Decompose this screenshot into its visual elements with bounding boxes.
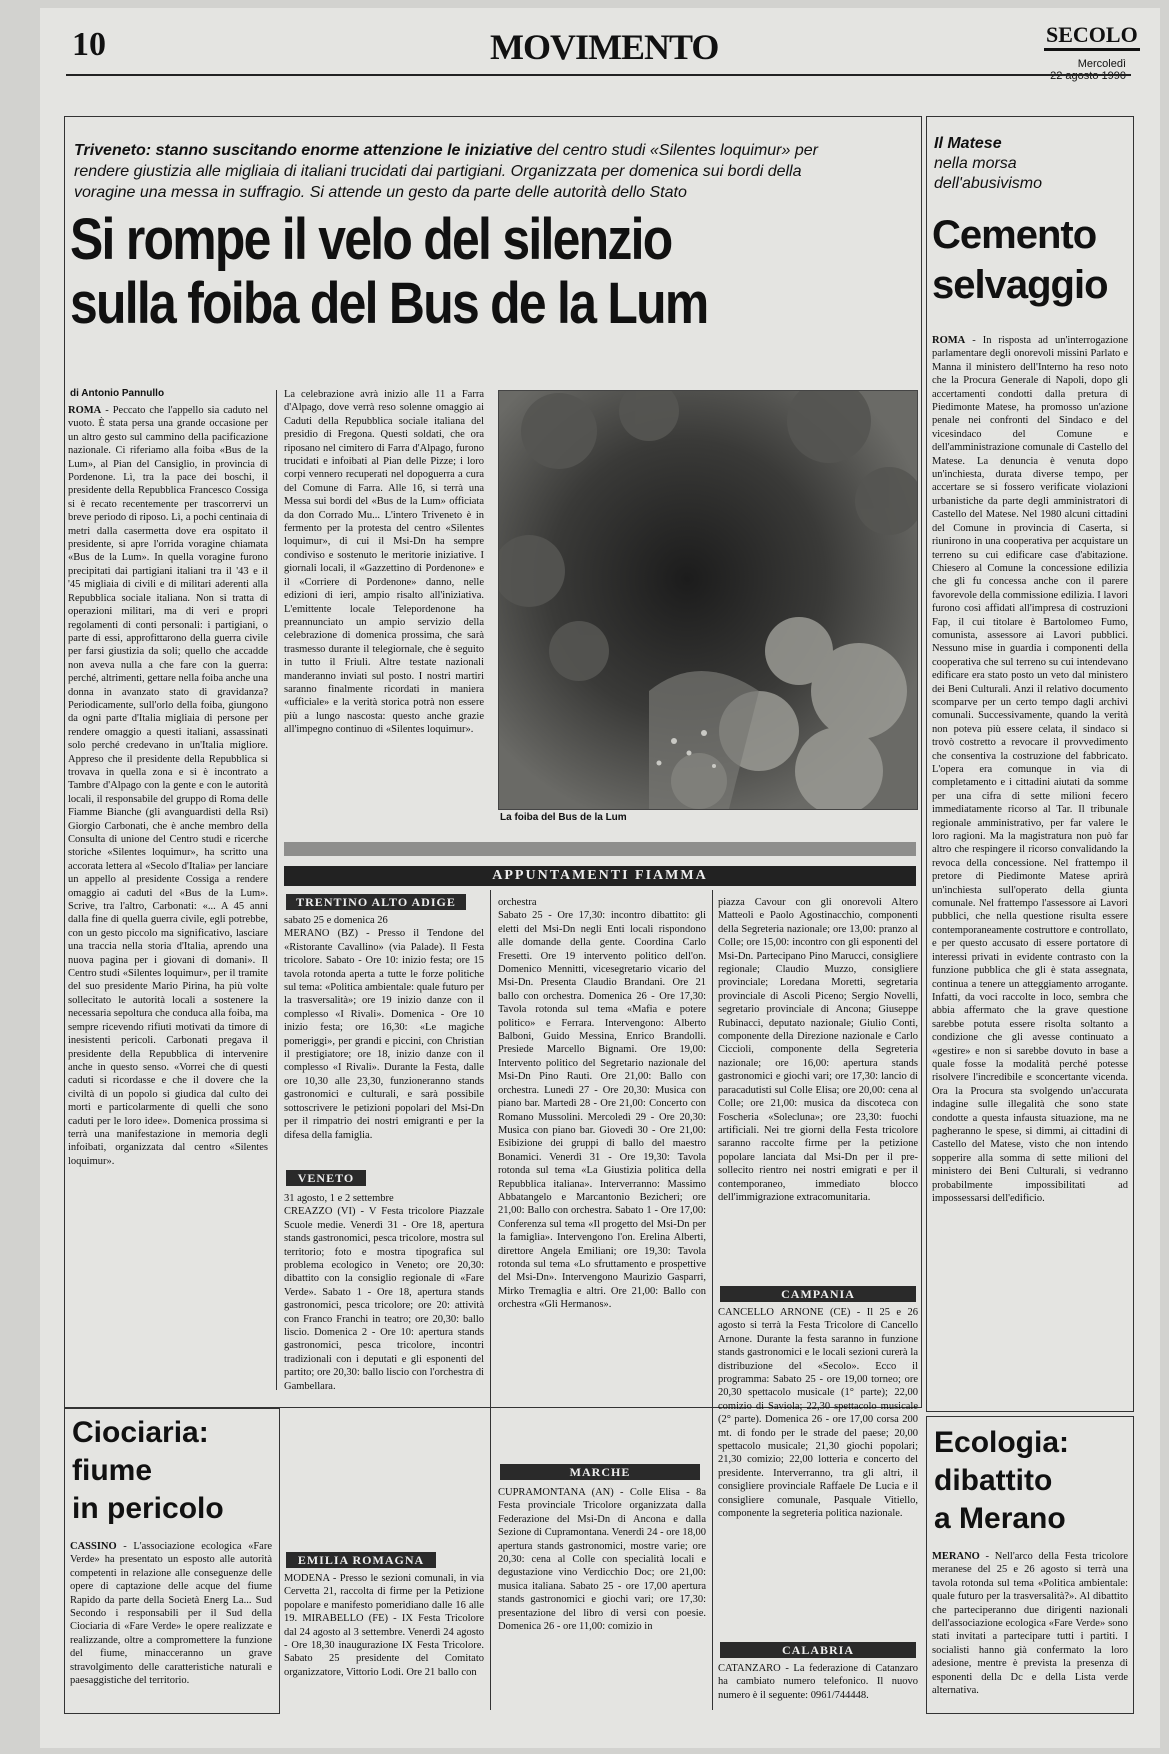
region-marche: MARCHE — [500, 1464, 700, 1480]
appointments-column-3: piazza Cavour con gli onorevoli Altero Matteoli e Paolo Agostinacchio, componenti della Segreteria nazionale; ore 13,00: pranzo al Colle; ore 15,00: incontro con gli esponenti del Msi-Dn. Partecipano Pino Marucci, consigliere regionale; Claudio Muzzo, consigliere provinciale; Loredana Moretti, segretaria provinciale di Ascoli Piceno; Sergio Novelli, segretario provinciale di Ancona; Giuseppe Rubinacci, deputato nazionale; Giulio Conti, componente della Direzione nazionale e Carlo Ciccioli, componente della Segreteria nazionale; ore 16,00: apertura stands gastronomici e giochi vari; ore 17,30: lancio di paracadutisti sul Colle Elisa; ore 20,00: cena al Colle; ore 21,00: musica da discoteca con Foscheria «Solecluna»; ore 23,30: fuochi artificiali. Nei tre giorni della Festa tricolore saranno raccolte firme per la petizione popolare lanciata dal Msi-Dn per il pre-sollecito rientro nei nostri emigrati e per il contemporaneo, immediato blocco dell'immigrazione extracomunitaria. — [718, 897, 918, 1203]
dateline: CASSINO — [70, 1541, 117, 1552]
dateline: ROMA — [68, 405, 102, 416]
region-calabria: CALABRIA — [720, 1642, 916, 1658]
top-rule — [66, 74, 1131, 76]
ecologia-headline-2: dibattito — [934, 1464, 1053, 1497]
photo-image — [499, 391, 917, 809]
date: 22 agosto 1990 — [1050, 70, 1126, 82]
sidebar-headline-1: Cemento — [932, 213, 1097, 257]
byline: di Antonio Pannullo — [70, 388, 165, 399]
photo-caption: La foiba del Bus de la Lum — [500, 812, 627, 823]
ecologia-text — [932, 1550, 1128, 1708]
sidebar-kicker-3: dell'abusivismo — [934, 175, 1042, 192]
sidebar-kicker-2: nella morsa — [934, 155, 1017, 172]
column-rule — [276, 390, 277, 1390]
kicker-text: del centro studi «Silentes loquimur» per rendere giustizia alle migliaia di italiani trucidati dai partigiani. Organizzata per domenica sui bordi della voragine una messa in suffragio. Si attende un gesto da parte delle autorità dello Stato — [74, 142, 818, 201]
article-headline — [70, 208, 758, 336]
sidebar-kicker — [934, 134, 1124, 194]
article-column-2 — [284, 388, 484, 828]
appointments-column-1: sabato 25 e domenica 26 MERANO (BZ) - Presso il Tendone del «Ristorante Cavallino» (via Palade). Il Festa tricolore. Sabato - Ore 10: inizio festa; ore 15 tavola rotonda aperta a tutte le forze politiche sul tema: «Politica ambientale: quale futuro per la trasversalità»; ore 19 inizio danze con il complesso «I Rivali». Domenica - Ore 10 inizio festa; ore 16,30: «Le magiche pomeriggi», per grandi e piccini, con Christian il prestigiatore; ore 18, inizio danze con il complesso «I Rivali». Durante la Festa, dalle ore 10,30 alle 23,30, funzioneranno stands gastronomici e culturali, e sarà possibile sottoscrivere le petizioni popolari del Msi-Dn per il rimpatrio dei nostri emigranti e per la difesa della famiglia. — [284, 915, 484, 1141]
appointments-column-3c: CATANZARO - La federazione di Catanzaro ha cambiato numero telefonico. Il nuovo numero è il seguente: 0961/744448. — [718, 1663, 918, 1701]
appointments-column-1c: MODENA - Presso le sezioni comunali, in via Cervetta 21, raccolta di firme per la Petizione popolare e manifesto pomeridiano dalle 16 alle 19. MIRABELLO (FE) - IX Festa Tricolore dal 24 agosto al 3 settembre. Venerdì 24 agosto - Ore 18,30 inaugurazione IX Festa Tricolore. Sabato 25 presidente del Comitato organizzatore, Vittorio Lodi. Ore 21 ballo con — [284, 1573, 484, 1678]
appointments-column-1b: 31 agosto, 1 e 2 settembre CREAZZO (VI) - V Festa tricolore Piazzale Scuole medie. Venerdì 31 - Ore 18, apertura stands gastronomici, pesca tricolore, mostra sul territorio; foto e mostra tipografica sul problema ecologico in Veneto; ore 20,30: dibattito con la consiglio regionale di «Fare Verde». Sabato 1 - Ore 18, apertura stands gastronomici, pesca tricolore; ore 20: attività con Franco Franchi in teatro; ore 20,30: ballo liscio. Domenica 2 - Ore 10: apertura stands gastronomici, pesca tricolore, incontri tradizionali con i deputati e gli esponenti del partito; ore 20,30: ballo liscio con l'orchestra di Gambellara. — [284, 1193, 484, 1392]
sidebar-kicker-1: Il Matese — [934, 135, 1002, 152]
dateline: ROMA — [932, 335, 966, 346]
grey-divider-bar — [284, 842, 916, 856]
ciociaria-body: - L'associazione ecologica «Fare Verde» ha presentato un esposto alle autorità competenti in relazione alle conseguenze delle opere di captazione delle acque del fiume Rapido da parte della Società Energ La... Sud Secondo i responsabili per il Sud della Ciociaria di «Fare Verde» le opere realizzate e realizzande, oltre a compromettere la funzione del fiume, minacceranno un grave stravolgimento delle caratteristiche naturali e paesaggistiche del territorio. — [70, 1541, 272, 1687]
column-rule — [490, 890, 491, 1710]
appointments-column-2: orchestra Sabato 25 - Ore 17,30: incontro dibattito: gli eletti del Msi-Dn negli Enti locali rispondono alle domande della gente. Coordina Carlo Fresetti. Ore 19 intervento politico dell'on. Domenico Mennitti, vicesegretario vicario del Msi-Dn. Presenta Claudio Brandani. Ore 21 ballo con orchestra. Domenica 26 - Ore 17,30: Tavola rotonda sul tema «Mafia e potere politico» e Ferrara. Intervengono: Alberto Balboni, Guido Messina, Enrico Brandolli. Presiede Marcello Bignami. Ore 19,00: Intervento politico del Segretario nazionale del Msi-Dn Pino Rauti. Ore 21,00: Ballo con orchestra. Lunedì 27 - Ore 20,30: Musica con piano bar. Martedì 28 - Ore 21,00: Concerto con Romano Mussolini. Mercoledì 29 - Ore 20,30: Musica con piano bar. Giovedì 30 - Ore 21,00: Esibizione dei gruppi di ballo del maestro Bonamici. Venerdì 31 - Ore 19,30: Tavola rotonda sul tema «La Giustizia politica della Repubblica italiana». Interverranno: Massimo Abbatangelo e Marcantonio Bezicheri; ore 21,00: Ballo con orchestra. Sabato 1 - Ore 17,00: Conferenza sul tema «Il progetto del Msi-Dn per la famiglia». Intervengono l'on. Erelina Alberti, direttore Angela Emiliani; ore 19,30: Tavola rotonda sul tema «Lo sfruttamento e prospettive del Msi-Dn». Intervengono Maurizio Gasparri, Mirko Tremaglia e altri. Ore 21,00: Ballo con orchestra «Gli Hermanos». — [498, 897, 706, 1311]
page-number: 10 — [72, 26, 106, 63]
ecologia-headline-3: a Merano — [934, 1502, 1066, 1535]
ecologia-body: - Nell'arco della Festa tricolore meranese del 25 e 26 agosto si terrà una tavola rotonda sul tema «Politica ambientale: quale futuro per la trasversalità?». Al dibattito che parteciperanno due dirigenti nazionali dell'associazione ecologica «Fare Verde» sono stati invitati a partecipare tutti i partiti. I socialisti hanno già confermato la loro adesione, mentre è prevista la presenza di esponenti della Dc e della Lista verde alternativa. — [932, 1551, 1128, 1697]
sidebar-headline — [932, 210, 1122, 310]
ecologia-headline — [934, 1424, 1124, 1538]
dateline: MERANO — [932, 1551, 980, 1562]
appointments-title: APPUNTAMENTI FIAMMA — [284, 866, 916, 886]
ciociaria-headline-1: Ciociaria: — [72, 1416, 209, 1449]
section-title: MOVIMENTO — [490, 27, 719, 67]
weekday: Mercoledì — [1077, 58, 1126, 70]
foiba-photo — [498, 390, 918, 810]
article-kicker — [74, 140, 844, 203]
appointments-column-2b: CUPRAMONTANA (AN) - Colle Elisa - 8a Festa provinciale Tricolore organizzata dalla Federazione del Msi-Dn di Ancona e dalla Sezione di Cupramontana. Venerdì 24 - ore 18,00 apertura stands gastronomici, mostre varie; ore 20,30: cena al Colle con specialità locali e degustazione vino Verdicchio Doc; ore 21,00: musica italiana. Sabato 25 - ore 17,00 apertura stands gastronomici e giochi vari; ore 17,30: presentazione del libro di versi con poesie. Domenica 26 - ore 11,00: comizio in — [498, 1487, 706, 1633]
ciociaria-text — [70, 1540, 272, 1708]
sidebar-text — [932, 334, 1128, 1404]
ciociaria-headline-3: in pericolo — [72, 1492, 224, 1525]
headline-line-1: Si rompe il velo del silenzio — [70, 207, 672, 272]
region-trentino: TRENTINO ALTO ADIGE — [286, 894, 466, 910]
column-rule — [712, 890, 713, 1710]
sidebar-body: - In risposta ad un'interrogazione parlamentare degli onorevoli missini Parlato e Manna il ministero dell'Interno ha reso noto che la Procura Generale di Napoli, dopo gli accertamenti condotti dalla pretura di Piedimonte Matese, ha promosso un'azione penale nei confronti del Sindaco e del vicesindaco del Comune e dell'amministrazione comunale di Castello del Matese. La denuncia è venuta dopo un'inchiesta, durata diverse tempo, per accertare se si fossero verificate violazioni urbanistiche da parte degli amministratori di Castello del Matese. Nel 1980 alcuni cittadini del Comune in provincia di Caserta, si riunirono in una cooperativa per acquistare un terreno su cui edificare case d'abitazione. Chiesero al Comune la concessione edilizia che gli fu concessa anche con il parere favorevole della commissione edilizia. I lavori furono così affidati all'impresa di costruzioni Fap, il cui titolare è Bartolomeo Fumo, comunista, assessore ai Lavori pubblici. Nessuno mise in guardia i componenti della cooperativa che sul terreno su cui intendevano edificare era stato posto un veto dal ministero dei Beni Culturali. Anzi il relativo documento scomparve per un certo tempo dagli archivi comunali. Successivamente, quando la verità non poteva più essere celata, il sindaco si trovò costretto a revocare il provvedimento che consentiva la costruzione del fabbricato. L'opera era comunque in via di completamento e i cittadini aiutati da somme per una cifra di sette milioni fecero immediatamente ricorso al Tar. Il tribunale regionale amministrativo, per far valere le loro ragioni. Ma la magistratura non può far altro che respingere il ricorso convalidando la revoca della concessione. Nel frattempo il pretore di Piedimonte Matese aprirà un'inchiesta sull'operato della giunta comunale. Nel frattempo l'assessore ai Lavori pubblici, che nella questione risulta essere contemporaneamente costruttore e controllato, e per questo accusato di essere portatore di interessi privati in evidente contrasto con la funzione pubblica che gli è stata assegnata, continua a tenere un atteggiamento arrogante. Infatti, da voci raccolte in loco, sembra che abbia affermato che la grave questione sarebbe potuta essere risolta soltanto a condizione che gli avesse continuato a «gestire» e non si sarebbe dovuto in base a quale fosse la modalità perché potesse risolvere l'incredibile e sconcertante vicenda. Ora la Procura sta svolgendo un'accurata indagine sulle illegalità che sono state condotte a questa infausta situazione, ma ne pagheranno le spese, si dimmi, ai cittadini di Castello del Matese, visto che non intendo sopperire alla somma di sette milioni del ministero dei Beni Culturali, si vedranno probabilmente impossibilitati ad impossessarsi dell'edificio. — [932, 335, 1128, 1204]
ciociaria-headline-2: fiume — [72, 1454, 153, 1487]
issue-date — [1046, 58, 1126, 82]
ciociaria-headline — [72, 1414, 272, 1528]
headline-line-2: sulla foiba del Bus de la Lum — [70, 271, 708, 336]
kicker-bold: Triveneto: stanno suscitando enorme attenzione le iniziative — [74, 142, 533, 159]
ecologia-headline-1: Ecologia: — [934, 1426, 1070, 1459]
region-campania: CAMPANIA — [720, 1286, 916, 1302]
newspaper-logo: SECOLO — [1044, 22, 1140, 51]
article-text-1: - Peccato che l'appello sia caduto nel vuoto. È stata persa una grande occasione per un altro gesto sul cammino della pacificazione nazionale. Ci riferiamo alla foiba «Bus de la Lum», al Pian del Cansiglio, in provincia di Pordenone. Lì, tra la pace dei boschi, il presidente della Repubblica Francesco Cossiga si è recato recentemente per trascorrervi un breve periodo di riposo. Lì, a pochi centinaia di metri dalla casermetta dove era ospitato il presidente, si apre l'orrida voragine chiamata «Bus de la Lum». In quella voragine furono precipitati dai partigiani italiani tra il '43 e il '45 migliaia di civili e di militari aderenti alla Repubblica sociale italiana. Non si tratta di operazioni militari, ma di veri e propri regolamenti di conti personali: i partigiani, o parte di essi, approfittarono della guerra civile per farsi giustizia da soli; quello che accadde non aveva nulla a che fare con la guerra: perché, altrimenti, gettare nella foiba anche una donna in avanzato stato di gravidanza? Periodicamente, sull'orlo della foiba, giungono da ogni parte d'Italia migliaia di persone per rendere omaggio a questi italiani, assassinati solo perché credevano in un'Italia migliore. Appreso che il presidente della Repubblica si trovava in quella zona e si è incontrato a Tambre d'Alpago con la gente e con le autorità locali, il responsabile del gruppo di Roma delle Fiamme Bianche (gli avanguardisti della Rsi) Giorgio Carbonati, che è anche membro della Consulta di unione del Centro studi e ricerche storiche «Silentes loquimur», ha scritto una accorata lettera al «Secolo d'Italia» per lanciare un appello al presidente Cossiga a rendere omaggio ai caduti del «Bus de la Lum». Scrive, tra l'altro, Carbonati: «... A 45 anni dalla fine di quella guerra civile, egli potrebbe, con un gesto piccolo ma significativo, lasciare una traccia nella storia d'Italia, aprendo una nuova pagina per i giovani di domani». Il Centro studi «Silentes loquimur», per il tramite del suo presidente Mario Pirina, ha più volte sollecitato le autorità locali a sostenere la necessaria sepoltura che conduca alla foiba, ma sempre ricevendo rifiuti motivati da timore di inesistenti pericoli. Carbonati pregava il presidente della Repubblica di intervenire anche in questo senso. «Vorrei che di questi caduti si ricordasse e che il dovere che la civiltà di un popolo si giudica dal culto dei morti e particolarmente di quelli che sono caduti per le loro idee». Domenica prossima si terrà una manifestazione in memoria degli infoibati, organizzata dal centro «Silentes loquimur». — [68, 405, 268, 1167]
article-text-2: La celebrazione avrà inizio alle 11 a Farra d'Alpago, dove verrà reso solenne omaggio ai Caduti della Repubblica sociale italiana del presidio di Fregona. Questi soldati, che ora riposano nel cimitero di Farra d'Alpago, furono trucidati e infoibati al Pian delle Pizze; i loro corpi vennero recuperati nel dopoguerra a cura del Comune di Farra. Alle 16, si terrà una Messa sui bordi del «Bus de la Lum» officiata da don Corrado Mu... L'intero Triveneto è in fermento per la protesta del centro «Silentes loquimur», di cui il Msi-Dn ha sempre condiviso e sostenuto le meritorie iniziative. I giornali locali, il «Gazzettino di Pordenone» e il «Corriere di Pordenone» danno, nelle edizioni di ieri, ampio risalto all'iniziativa. L'emittente locale Telepordenone ha preannunciato un ampio servizio della celebrazione di domenica prossima, che sarà trasmesso durante il telegiornale, che è seguito in tutto il Friuli. Altre testate nazionali manderanno inviati sul posto. I nostri martiri saranno finalmente ricordati in maniera «ufficiale» e la verità storica potrà non essere più a lungo nascosta: questo anche grazie all'impegno continuo di «Silentes loquimur». — [284, 389, 484, 736]
appointments-column-3b: CANCELLO ARNONE (CE) - Il 25 e 26 agosto si terrà la Festa Tricolore di Cancello Arnone. Durante la festa saranno in funzione stands gastronomici e le locali sezioni curerà la distribuzione del «Secolo». Ecco il programma: Sabato 25 - ore 19,00 torneo; ore 20,30 spettacolo musicale (1° parte); 22,00 comizio di Saviola; 22,30 spettacolo musicale (2° parte). Domenica 26 - ore 17,00 corsa 200 mt. di fondo per le strade del paese; 20,00 spettacolo musicale; 21,30 giochi popolari; 21,30 comizio; 22,00 lotteria e concerto del presidente. Interverranno, tra gli altri, il consigliere provinciale Raffaele De Lucia e il consigliere comunale, Pasquale Vitiello, componente la segreteria politica nazionale. — [718, 1307, 918, 1520]
article-column-1 — [68, 404, 268, 1394]
region-veneto: VENETO — [286, 1170, 366, 1186]
sidebar-headline-2: selvaggio — [932, 263, 1108, 307]
region-emilia-romagna: EMILIA ROMAGNA — [286, 1552, 436, 1568]
